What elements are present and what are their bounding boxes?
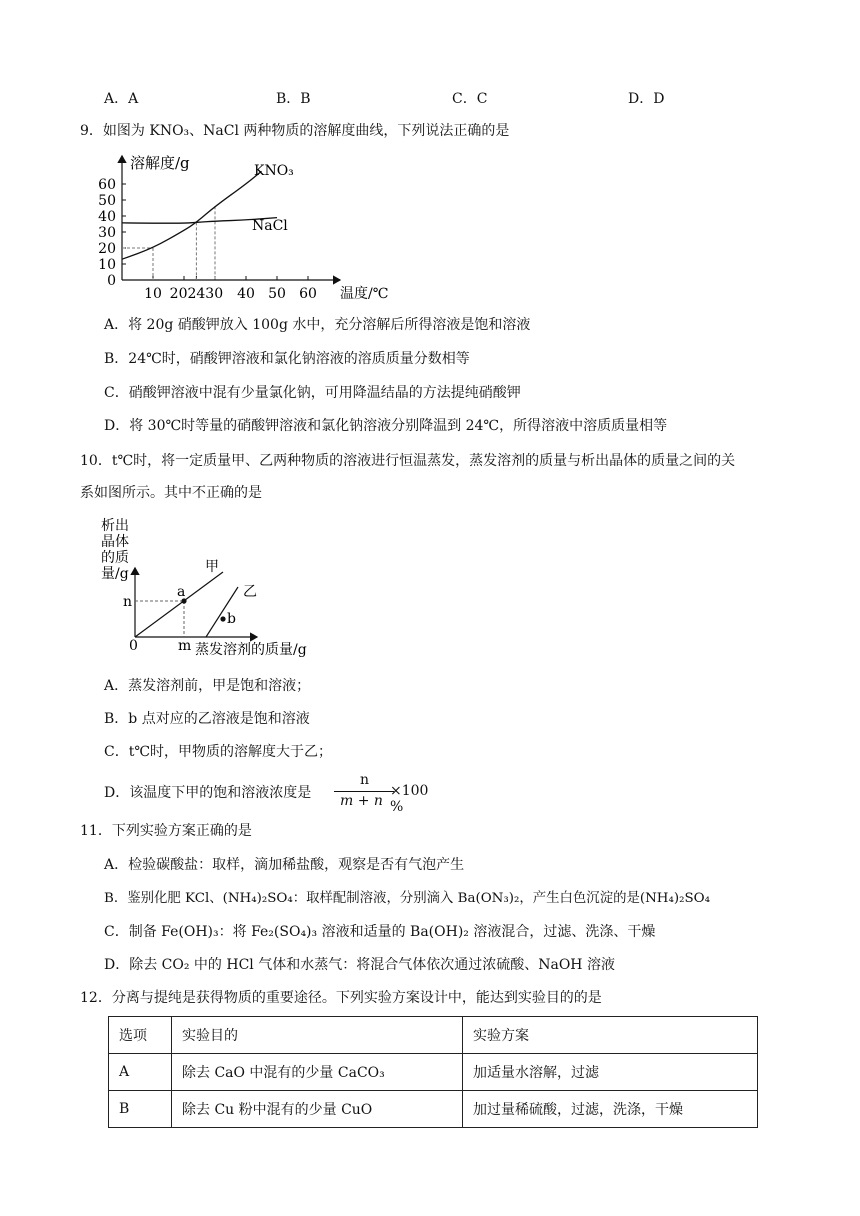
table-row (109, 1091, 758, 1128)
y-tick-label: 10 (98, 257, 116, 273)
x-tick-label: 10 (144, 286, 162, 302)
q10-option-a: A．蒸发溶剂前，甲是饱和溶液； (104, 678, 311, 694)
table-cell: 除去 CaO 中混有的少量 CaCO₃ (172, 1054, 463, 1091)
solubility-chart (90, 150, 400, 310)
label-m: m (178, 638, 192, 654)
fig2-ylabel-line1: 析出 (101, 518, 129, 534)
x-tick-label: 50 (268, 286, 286, 302)
q12-options-table (108, 1016, 758, 1128)
point-b (220, 616, 225, 621)
q9-option-a: A．将 20g 硝酸钾放入 100g 水中，充分溶解后所得溶液是饱和溶液 (104, 317, 531, 333)
q10-option-c: C．t℃时，甲物质的溶解度大于乙； (104, 744, 332, 760)
fig2-ylabel-line3: 的质 (101, 550, 129, 566)
concentration-fraction (334, 772, 440, 815)
q11-option-a: A．检验碳酸盐：取样，滴加稀盐酸，观察是否有气泡产生 (104, 857, 465, 873)
y-tick-label: 50 (98, 193, 116, 209)
q9-option-b: B．24℃时，硝酸钾溶液和氯化钠溶液的溶质质量分数相等 (104, 351, 470, 367)
q11-option-b: B．鉴别化肥 KCl、(NH₄)₂SO₄：取样配制溶液，分别滴入 Ba(ON₃)₂，产生白色沉淀的是(NH₄)₂SO₄ (104, 891, 710, 906)
legend-kno3: KNO₃ (254, 163, 294, 179)
label-b: b (227, 611, 236, 627)
label-origin: 0 (129, 638, 138, 654)
fraction-denominator: m + n (340, 793, 383, 809)
q8-option-d: D．D (628, 91, 665, 107)
table-cell: 加适量水溶解，过滤 (463, 1054, 758, 1091)
table-header-row (109, 1017, 758, 1054)
table-cell: A (109, 1054, 172, 1091)
x-tick-label: 60 (299, 286, 317, 302)
label-n: n (123, 594, 133, 610)
q10-stem-line1: 10．t℃时，将一定质量甲、乙两种物质的溶液进行恒温蒸发，蒸发溶剂的质量与析出晶体的质量之间的关 (80, 453, 736, 469)
y-axis-label: 溶解度/g (130, 154, 190, 172)
fraction-numerator: n (360, 772, 370, 788)
label-jia: 甲 (205, 559, 219, 575)
q10-option-d: D．该温度下甲的饱和溶液浓度是 (104, 785, 312, 801)
q10-option-b: B．b 点对应的乙溶液是饱和溶液 (104, 711, 310, 727)
q11-option-c: C．制备 Fe(OH)₃：将 Fe₂(SO₄)₃ 溶液和适量的 Ba(OH)₂ 溶液混合，过滤、洗涤、干燥 (104, 924, 656, 940)
series-line-kno3 (122, 171, 262, 259)
y-tick-label: 20 (98, 241, 116, 257)
y-tick-label: 40 (98, 209, 116, 225)
x-tick-label: 40 (237, 286, 255, 302)
table-cell: B (109, 1091, 172, 1128)
fig2-ylabel-line2: 晶体 (101, 534, 129, 550)
q9-option-d: D．将 30℃时等量的硝酸钾溶液和氯化钠溶液分别降温到 24℃，所得溶液中溶质质量相等 (104, 418, 668, 434)
header-option: 选项 (109, 1017, 172, 1054)
label-a: a (177, 584, 186, 600)
y-tick-label: 0 (107, 273, 116, 289)
x-axis-label: 温度/℃ (340, 286, 389, 302)
header-purpose: 实验目的 (172, 1017, 463, 1054)
q8-option-a: A．A (104, 91, 139, 107)
fraction-suffix: ×100 % (390, 783, 429, 815)
table-row (109, 1054, 758, 1091)
table-cell: 加过量稀硫酸，过滤，洗涤，干燥 (463, 1091, 758, 1128)
x-tick-label: 202430 (169, 286, 224, 302)
y-tick-label: 30 (98, 225, 116, 241)
header-plan: 实验方案 (463, 1017, 758, 1054)
q11-stem: 11．下列实验方案正确的是 (80, 823, 252, 839)
crystal-evaporation-figure (95, 516, 335, 660)
fig2-ylabel-line4: 量/g (101, 566, 129, 582)
q10-stem-line2: 系如图所示。其中不正确的是 (80, 485, 262, 501)
q8-option-c: C．C (452, 91, 488, 107)
q11-option-d: D．除去 CO₂ 中的 HCl 气体和水蒸气：将混合气体依次通过浓硫酸、NaOH 溶液 (104, 957, 615, 973)
legend-nacl: NaCl (252, 218, 288, 234)
fig2-x-axis-label: 蒸发溶剂的质量/g (195, 642, 307, 658)
q8-option-b: B．B (276, 91, 311, 107)
table-cell: 除去 Cu 粉中混有的少量 CuO (172, 1091, 463, 1128)
fraction-bar (334, 791, 394, 792)
q9-option-c: C．硝酸钾溶液中混有少量氯化钠，可用降温结晶的方法提纯硝酸钾 (104, 385, 521, 401)
line-jia (135, 572, 223, 637)
q9-stem: 9．如图为 KNO₃、NaCl 两种物质的溶解度曲线，下列说法正确的是 (80, 123, 510, 139)
label-yi: 乙 (243, 584, 257, 600)
y-tick-label: 60 (98, 177, 116, 193)
q12-stem: 12．分离与提纯是获得物质的重要途径。下列实验方案设计中，能达到实验目的的是 (80, 990, 602, 1006)
